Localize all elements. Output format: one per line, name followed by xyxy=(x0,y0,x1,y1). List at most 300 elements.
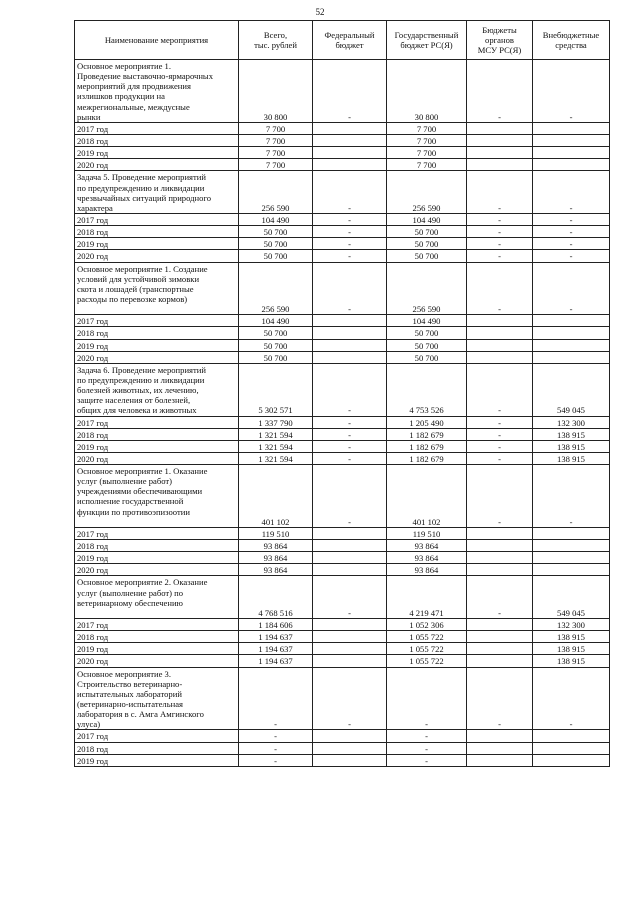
cell-total: - xyxy=(239,754,313,766)
row-name-line: по предупреждению и ликвидации xyxy=(77,182,205,193)
table-row-year xyxy=(75,452,610,464)
cell-offbudget: - xyxy=(533,465,610,528)
cell-state: 104 490 xyxy=(387,213,467,225)
row-name xyxy=(75,238,239,250)
table-row-year xyxy=(75,416,610,428)
cell-total: 1 194 637 xyxy=(239,655,313,667)
cell-offbudget xyxy=(533,351,610,363)
cell-offbudget: 138 915 xyxy=(533,631,610,643)
cell-total: 93 864 xyxy=(239,564,313,576)
table-row-year xyxy=(75,655,610,667)
row-name-line: общих для человека и животных xyxy=(77,405,197,416)
cell-federal xyxy=(313,540,387,552)
cell-local: - xyxy=(467,440,533,452)
cell-state: - xyxy=(387,754,467,766)
cell-state: 93 864 xyxy=(387,552,467,564)
cell-total: 50 700 xyxy=(239,327,313,339)
row-name-line: болезней животных, их лечению, xyxy=(77,385,199,396)
row-name-line: мероприятий для продвижения xyxy=(77,81,191,92)
cell-total: 93 864 xyxy=(239,540,313,552)
cell-federal xyxy=(313,742,387,754)
cell-total: 1 321 594 xyxy=(239,452,313,464)
row-name xyxy=(75,552,239,564)
cell-offbudget xyxy=(533,527,610,539)
cell-total: 7 700 xyxy=(239,159,313,171)
table-row-section xyxy=(75,262,610,315)
cell-offbudget xyxy=(533,134,610,146)
cell-total: 104 490 xyxy=(239,315,313,327)
cell-federal: - xyxy=(313,452,387,464)
header-state: Государственный бюджет РС(Я) xyxy=(387,21,467,60)
table-row-year xyxy=(75,552,610,564)
row-name xyxy=(75,576,239,619)
cell-federal: - xyxy=(313,60,387,123)
header-federal: Федеральный бюджет xyxy=(313,21,387,60)
cell-offbudget: - xyxy=(533,238,610,250)
row-name-line: услуг (выполнение работ) xyxy=(77,476,172,487)
cell-local xyxy=(467,159,533,171)
cell-offbudget xyxy=(533,147,610,159)
cell-federal: - xyxy=(313,226,387,238)
cell-local xyxy=(467,730,533,742)
cell-total: 4 768 516 xyxy=(239,576,313,619)
cell-state: - xyxy=(387,742,467,754)
row-name-line: 2017 год xyxy=(77,417,109,428)
row-name-line: условий для устойчивой зимовки xyxy=(77,273,200,284)
row-name xyxy=(75,742,239,754)
cell-federal xyxy=(313,730,387,742)
row-name-line: Задача 6. Проведение мероприятий xyxy=(77,364,206,375)
row-name xyxy=(75,250,239,262)
row-name-line: 2017 год xyxy=(77,731,109,742)
row-name-line: лаборатория в с. Амга Амгинского xyxy=(77,709,204,720)
row-name-line: по предупреждению и ликвидации xyxy=(77,374,205,385)
cell-offbudget xyxy=(533,122,610,134)
row-name-line: Основное мероприятие 3. xyxy=(77,668,171,679)
cell-state: 50 700 xyxy=(387,351,467,363)
cell-total: 50 700 xyxy=(239,238,313,250)
cell-total: - xyxy=(239,742,313,754)
cell-offbudget xyxy=(533,754,610,766)
cell-local xyxy=(467,631,533,643)
table-row-section xyxy=(75,667,610,730)
cell-local: - xyxy=(467,262,533,315)
cell-total: 104 490 xyxy=(239,213,313,225)
cell-offbudget: 138 915 xyxy=(533,452,610,464)
row-name-line: 2019 год xyxy=(77,755,109,766)
header-name: Наименование мероприятия xyxy=(75,21,239,60)
row-name xyxy=(75,327,239,339)
row-name xyxy=(75,465,239,528)
budget-table xyxy=(74,20,610,767)
cell-local xyxy=(467,564,533,576)
cell-federal xyxy=(313,655,387,667)
cell-local: - xyxy=(467,213,533,225)
cell-federal xyxy=(313,159,387,171)
cell-local: - xyxy=(467,452,533,464)
row-name-line: 2018 год xyxy=(77,429,109,440)
cell-state: 50 700 xyxy=(387,238,467,250)
cell-offbudget: 132 300 xyxy=(533,416,610,428)
table-row-year xyxy=(75,327,610,339)
cell-state: 256 590 xyxy=(387,171,467,214)
cell-total: 1 194 637 xyxy=(239,643,313,655)
cell-federal: - xyxy=(313,363,387,416)
cell-offbudget: 138 915 xyxy=(533,655,610,667)
cell-federal: - xyxy=(313,465,387,528)
cell-offbudget xyxy=(533,339,610,351)
cell-federal: - xyxy=(313,440,387,452)
row-name-line: 2020 год xyxy=(77,656,109,667)
table-row-year xyxy=(75,238,610,250)
table-row-year xyxy=(75,147,610,159)
table-row-section xyxy=(75,60,610,123)
header-row xyxy=(75,21,610,60)
row-name xyxy=(75,60,239,123)
cell-state: 50 700 xyxy=(387,226,467,238)
cell-local: - xyxy=(467,363,533,416)
table-row-year xyxy=(75,122,610,134)
table-row-year xyxy=(75,134,610,146)
cell-local xyxy=(467,619,533,631)
row-name xyxy=(75,147,239,159)
row-name-line: Основное мероприятие 1. xyxy=(77,61,171,71)
row-name xyxy=(75,351,239,363)
table-row-year xyxy=(75,527,610,539)
cell-federal: - xyxy=(313,262,387,315)
cell-local: - xyxy=(467,667,533,730)
row-name-line: 2018 год xyxy=(77,743,109,754)
cell-local: - xyxy=(467,465,533,528)
row-name xyxy=(75,440,239,452)
cell-local xyxy=(467,540,533,552)
cell-state: 1 182 679 xyxy=(387,428,467,440)
cell-federal xyxy=(313,643,387,655)
table-row-year xyxy=(75,643,610,655)
row-name-line: 2018 год xyxy=(77,632,109,643)
table-row-year xyxy=(75,754,610,766)
cell-state: 50 700 xyxy=(387,250,467,262)
cell-offbudget: - xyxy=(533,262,610,315)
cell-total: 119 510 xyxy=(239,527,313,539)
cell-federal xyxy=(313,619,387,631)
table-row-section xyxy=(75,465,610,528)
cell-state: 401 102 xyxy=(387,465,467,528)
cell-offbudget: 138 915 xyxy=(533,428,610,440)
row-name xyxy=(75,667,239,730)
cell-total: 50 700 xyxy=(239,226,313,238)
cell-total: 50 700 xyxy=(239,351,313,363)
cell-local: - xyxy=(467,238,533,250)
row-name-line: 2018 год xyxy=(77,135,109,146)
cell-total: 7 700 xyxy=(239,122,313,134)
cell-total: 50 700 xyxy=(239,250,313,262)
row-name-line: исполнение государственной xyxy=(77,496,184,507)
cell-local xyxy=(467,122,533,134)
cell-local: - xyxy=(467,60,533,123)
row-name-line: 2017 год xyxy=(77,123,109,134)
cell-local xyxy=(467,147,533,159)
cell-state: - xyxy=(387,667,467,730)
cell-federal: - xyxy=(313,667,387,730)
cell-federal xyxy=(313,631,387,643)
cell-local: - xyxy=(467,171,533,214)
cell-offbudget: 138 915 xyxy=(533,440,610,452)
row-name-line: 2017 год xyxy=(77,528,109,539)
cell-total: 1 337 790 xyxy=(239,416,313,428)
cell-state: 7 700 xyxy=(387,134,467,146)
row-name xyxy=(75,428,239,440)
cell-state: 4 753 526 xyxy=(387,363,467,416)
row-name xyxy=(75,159,239,171)
cell-state: 4 219 471 xyxy=(387,576,467,619)
cell-total: - xyxy=(239,730,313,742)
cell-state: 1 055 722 xyxy=(387,643,467,655)
cell-federal: - xyxy=(313,238,387,250)
cell-offbudget: 132 300 xyxy=(533,619,610,631)
row-name xyxy=(75,643,239,655)
cell-state: 119 510 xyxy=(387,527,467,539)
cell-federal xyxy=(313,122,387,134)
row-name-line xyxy=(77,517,236,527)
row-name-line: рынки xyxy=(77,111,101,122)
row-name-line: защите населения от болезней, xyxy=(77,395,191,406)
row-name-line: 2020 год xyxy=(77,251,109,262)
cell-state: 93 864 xyxy=(387,564,467,576)
row-name-line: Строительство ветеринарно- xyxy=(77,678,183,689)
row-name-line: ветеринарному обеспечению xyxy=(77,597,183,608)
table-row-year xyxy=(75,428,610,440)
cell-federal xyxy=(313,754,387,766)
row-name-line: испытательных лабораторий xyxy=(77,688,182,699)
row-name-line: 2019 год xyxy=(77,441,109,452)
cell-offbudget: - xyxy=(533,213,610,225)
row-name-line: Основное мероприятие 2. Оказание xyxy=(77,577,208,588)
row-name-line: 2018 год xyxy=(77,328,109,339)
cell-offbudget xyxy=(533,159,610,171)
row-name-line: 2019 год xyxy=(77,148,109,159)
cell-local xyxy=(467,351,533,363)
cell-local: - xyxy=(467,576,533,619)
cell-state: 93 864 xyxy=(387,540,467,552)
cell-state: 256 590 xyxy=(387,262,467,315)
table-row-year xyxy=(75,315,610,327)
cell-local xyxy=(467,134,533,146)
table-row-year xyxy=(75,226,610,238)
row-name-line: характера xyxy=(77,202,113,213)
row-name xyxy=(75,564,239,576)
cell-federal: - xyxy=(313,171,387,214)
cell-local xyxy=(467,315,533,327)
cell-state: 104 490 xyxy=(387,315,467,327)
cell-state: 7 700 xyxy=(387,159,467,171)
row-name-line: 2019 год xyxy=(77,553,109,564)
cell-total: 1 321 594 xyxy=(239,428,313,440)
cell-offbudget xyxy=(533,315,610,327)
row-name-line: Основное мероприятие 1. Оказание xyxy=(77,466,208,477)
cell-total: 50 700 xyxy=(239,339,313,351)
cell-federal xyxy=(313,552,387,564)
cell-state: 50 700 xyxy=(387,327,467,339)
row-name-line: (ветеринарно-испытательная xyxy=(77,699,183,710)
row-name-line: 2020 год xyxy=(77,565,109,576)
cell-offbudget xyxy=(533,552,610,564)
row-name-line: излишков продукции на xyxy=(77,91,165,102)
table-row-section xyxy=(75,363,610,416)
header-local: Бюджеты органов МСУ РС(Я) xyxy=(467,21,533,60)
row-name xyxy=(75,754,239,766)
row-name xyxy=(75,452,239,464)
row-name xyxy=(75,730,239,742)
row-name xyxy=(75,619,239,631)
row-name-line: скота и лошадей (транспортные xyxy=(77,283,194,294)
cell-state: 1 052 306 xyxy=(387,619,467,631)
row-name-line: Основное мероприятие 1. Создание xyxy=(77,263,208,274)
cell-federal xyxy=(313,327,387,339)
header-total: Всего, тыс. рублей xyxy=(239,21,313,60)
row-name-line xyxy=(77,608,236,618)
cell-offbudget: 549 045 xyxy=(533,363,610,416)
cell-local xyxy=(467,327,533,339)
table-row-section xyxy=(75,171,610,214)
row-name-line: функции по противоэпизоотии xyxy=(77,506,190,517)
cell-state: 50 700 xyxy=(387,339,467,351)
row-name xyxy=(75,339,239,351)
cell-local: - xyxy=(467,416,533,428)
cell-total: 1 194 637 xyxy=(239,631,313,643)
cell-federal xyxy=(313,134,387,146)
cell-offbudget xyxy=(533,540,610,552)
row-name-line: 2018 год xyxy=(77,541,109,552)
row-name xyxy=(75,416,239,428)
cell-offbudget xyxy=(533,730,610,742)
header-offbudget: Внебюджетные средства xyxy=(533,21,610,60)
row-name xyxy=(75,540,239,552)
row-name-line: 2018 год xyxy=(77,227,109,238)
cell-federal xyxy=(313,351,387,363)
cell-state: - xyxy=(387,730,467,742)
cell-local: - xyxy=(467,250,533,262)
table-row-year xyxy=(75,250,610,262)
cell-local xyxy=(467,339,533,351)
cell-federal: - xyxy=(313,576,387,619)
row-name-line: межрегиональные, междусные xyxy=(77,101,190,112)
row-name xyxy=(75,363,239,416)
cell-state: 7 700 xyxy=(387,122,467,134)
cell-local xyxy=(467,742,533,754)
row-name-line: учреждениями обеспечивающими xyxy=(77,486,203,497)
table-row-year xyxy=(75,351,610,363)
cell-local xyxy=(467,754,533,766)
cell-total: 30 800 xyxy=(239,60,313,123)
row-name-line: расходы по перевозке кормов) xyxy=(77,293,188,304)
cell-local xyxy=(467,552,533,564)
row-name-line: чрезвычайных ситуаций природного xyxy=(77,192,212,203)
cell-federal xyxy=(313,527,387,539)
table-row-year xyxy=(75,339,610,351)
cell-total: 7 700 xyxy=(239,147,313,159)
cell-local: - xyxy=(467,428,533,440)
cell-total: 7 700 xyxy=(239,134,313,146)
cell-total: 5 302 571 xyxy=(239,363,313,416)
row-name xyxy=(75,122,239,134)
cell-offbudget xyxy=(533,742,610,754)
table-row-year xyxy=(75,159,610,171)
table-row-year xyxy=(75,540,610,552)
row-name-line: 2020 год xyxy=(77,453,109,464)
table-row-section xyxy=(75,576,610,619)
cell-offbudget xyxy=(533,327,610,339)
cell-state: 1 182 679 xyxy=(387,440,467,452)
row-name-line: 2017 год xyxy=(77,620,109,631)
cell-total: 1 184 606 xyxy=(239,619,313,631)
cell-local xyxy=(467,643,533,655)
row-name xyxy=(75,527,239,539)
table-row-year xyxy=(75,564,610,576)
row-name xyxy=(75,631,239,643)
cell-local: - xyxy=(467,226,533,238)
cell-offbudget: - xyxy=(533,171,610,214)
cell-federal: - xyxy=(313,428,387,440)
cell-offbudget: - xyxy=(533,667,610,730)
row-name-line: 2019 год xyxy=(77,644,109,655)
table-row-year xyxy=(75,742,610,754)
cell-state: 1 182 679 xyxy=(387,452,467,464)
cell-federal xyxy=(313,147,387,159)
row-name-line: 2017 год xyxy=(77,316,109,327)
cell-offbudget: - xyxy=(533,60,610,123)
row-name-line: услуг (выполнение работ) по xyxy=(77,587,184,598)
row-name xyxy=(75,213,239,225)
cell-state: 30 800 xyxy=(387,60,467,123)
row-name xyxy=(75,171,239,214)
table-row-year xyxy=(75,213,610,225)
row-name-line: улуса) xyxy=(77,719,101,730)
row-name-line xyxy=(77,304,236,314)
row-name xyxy=(75,134,239,146)
cell-federal xyxy=(313,339,387,351)
cell-federal: - xyxy=(313,213,387,225)
row-name-line: Задача 5. Проведение мероприятий xyxy=(77,172,206,183)
cell-total: 256 590 xyxy=(239,171,313,214)
table-row-year xyxy=(75,440,610,452)
cell-total: - xyxy=(239,667,313,730)
cell-total: 401 102 xyxy=(239,465,313,528)
table-row-year xyxy=(75,619,610,631)
cell-local xyxy=(467,655,533,667)
row-name xyxy=(75,262,239,315)
cell-total: 1 321 594 xyxy=(239,440,313,452)
table-row-year xyxy=(75,730,610,742)
cell-offbudget: 138 915 xyxy=(533,643,610,655)
cell-federal xyxy=(313,564,387,576)
row-name-line: 2020 год xyxy=(77,160,109,171)
row-name xyxy=(75,226,239,238)
cell-total: 93 864 xyxy=(239,552,313,564)
table-row-year xyxy=(75,631,610,643)
row-name xyxy=(75,655,239,667)
row-name-line: 2019 год xyxy=(77,239,109,250)
cell-state: 7 700 xyxy=(387,147,467,159)
cell-state: 1 205 490 xyxy=(387,416,467,428)
cell-offbudget: 549 045 xyxy=(533,576,610,619)
cell-federal xyxy=(313,315,387,327)
cell-offbudget: - xyxy=(533,250,610,262)
row-name-line: 2019 год xyxy=(77,340,109,351)
cell-offbudget: - xyxy=(533,226,610,238)
cell-state: 1 055 722 xyxy=(387,631,467,643)
cell-offbudget xyxy=(533,564,610,576)
